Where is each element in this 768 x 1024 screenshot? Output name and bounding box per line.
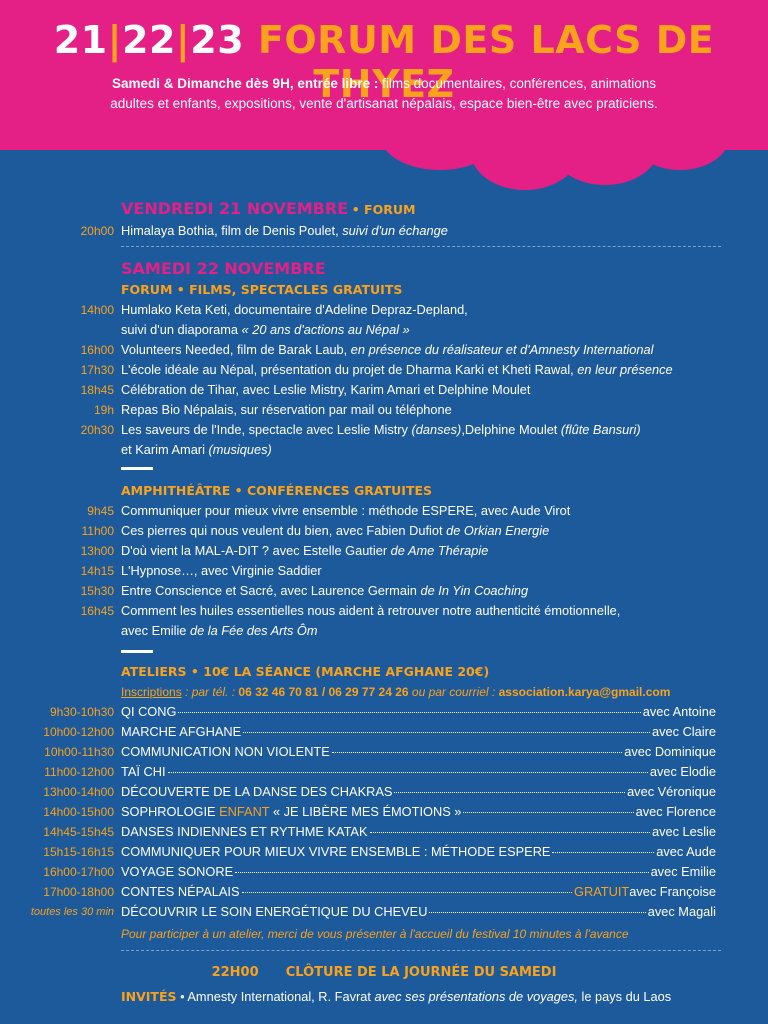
event-text	[121, 521, 549, 541]
atelier-time: 14h00-15h00	[43, 805, 114, 819]
event-detail: suivi d'un diaporama	[121, 322, 242, 337]
atelier-title	[121, 802, 461, 822]
event-time: 11h00	[81, 524, 114, 538]
divider	[121, 950, 721, 951]
event-italic: suivi d'un échange	[342, 223, 448, 238]
event-text	[121, 300, 468, 320]
event-italic: de In Yin Coaching	[420, 583, 529, 598]
dotted-leader	[178, 712, 640, 713]
event-detail: avec Aude Virot	[477, 503, 571, 518]
note-text: Pour participer à un atelier, merci de vous présenter à l'accueil du festival 10 minutes à l'avance	[121, 927, 629, 941]
friday-tag: • FORUM	[351, 202, 416, 217]
phone-numbers[interactable]: 06 32 46 70 81 / 06 29 77 24 26	[238, 685, 409, 699]
event-text	[121, 340, 653, 360]
event-text	[121, 601, 620, 621]
subtitle-rest: films documentaires, conférences, animations	[378, 76, 656, 91]
atelier-row	[121, 802, 716, 822]
event-italic: de Orkian Energie	[446, 523, 550, 538]
amphi-title: AMPHITHÉÂTRE • CONFÉRENCES GRATUITES	[121, 483, 433, 498]
atelier-row	[121, 862, 716, 882]
event-title: L'école idéale au Népal,	[121, 362, 258, 377]
event-title: Les saveurs de l'Inde,	[121, 422, 246, 437]
dotted-leader	[243, 732, 650, 733]
atelier-row	[121, 762, 716, 782]
event-time: 9h45	[87, 504, 114, 518]
atelier-name: DÉCOUVERTE DE LA DANSE DES CHAKRAS	[121, 784, 393, 799]
atelier-name: DANSES INDIENNES ET RYTHME KATAK	[121, 824, 368, 839]
event-text	[121, 440, 272, 460]
invites-label: INVITÉS	[121, 989, 177, 1004]
atelier-name: COMMUNIQUER POUR MIEUX VIVRE ENSEMBLE : MÉTHODE ESPERE	[121, 844, 551, 859]
event-detail: avec Leslie Mistry, Karim Amari et Delphine Moulet	[239, 382, 531, 397]
event-text	[121, 501, 570, 521]
atelier-title	[121, 742, 330, 762]
event-detail: film de Barak Laub,	[233, 342, 351, 357]
atelier-row	[121, 722, 716, 742]
atelier-row	[121, 882, 716, 902]
atelier-time: 10h00-11h30	[44, 745, 114, 759]
event-detail: et Karim Amari	[121, 442, 209, 457]
atelier-row	[121, 742, 716, 762]
event-text	[121, 400, 452, 420]
closing-line	[0, 962, 768, 983]
event-text	[121, 380, 530, 400]
event-text	[121, 320, 410, 340]
atelier-host: avec Antoine	[642, 704, 716, 719]
inscriptions-mid: : par tél. :	[181, 685, 239, 699]
inscriptions-or: ou par courriel :	[408, 685, 499, 699]
saturday-title: SAMEDI 22 NOVEMBRE	[121, 259, 326, 278]
event-detail: avec Laurence Germain	[276, 583, 421, 598]
event-title: Ces pierres qui nous veulent du bien,	[121, 523, 333, 538]
atelier-host: avec Magali	[647, 904, 716, 919]
event-title: L'Hypnose…,	[121, 563, 198, 578]
event-title: Repas Bio Népalais,	[121, 402, 237, 417]
page-title: 21|22|23 FORUM DES LACS DE THYEZ	[53, 18, 715, 106]
date-22: 22	[122, 18, 176, 62]
atelier-time: 9h30-10h30	[49, 705, 114, 719]
divider-bar	[121, 467, 153, 470]
event-detail: documentaire d'Adeline Depraz-Depland,	[230, 302, 468, 317]
dotted-leader	[168, 772, 648, 773]
event-italic: de Ame Thérapie	[390, 543, 489, 558]
subtitle-line2: adultes et enfants, expositions, vente d'artisanat népalais, espace bien-être avec praticiens.	[110, 96, 658, 111]
forum-name: FORUM DES LACS DE THYEZ	[257, 18, 715, 106]
ateliers-title: ATELIERS • 10€ LA SÉANCE (MARCHE AFGHANE 20€)	[121, 664, 490, 679]
atelier-title	[121, 822, 368, 842]
dotted-leader	[429, 912, 645, 913]
atelier-name: CONTES NÉPALAIS	[121, 884, 240, 899]
divider	[121, 246, 721, 247]
saturday-sub: FORUM • FILMS, SPECTACLES GRATUITS	[121, 282, 403, 297]
event-detail: avec Virginie Saddier	[197, 563, 322, 578]
event-title: Comment les huiles essentielles nous aident à retrouver notre authenticité émotionnelle,	[121, 603, 621, 618]
atelier-name: MARCHE AFGHANE	[121, 724, 242, 739]
invites-italic: avec ses présentations de voyages,	[374, 989, 578, 1004]
atelier-name-2: « JE LIBÈRE MES ÉMOTIONS »	[269, 804, 462, 819]
atelier-title	[121, 882, 240, 902]
friday-title: VENDREDI 21 NOVEMBRE	[121, 199, 349, 218]
date-21: 21	[53, 18, 108, 62]
event-text	[121, 541, 488, 561]
closing-text: CLÔTURE DE LA JOURNÉE DU SAMEDI	[285, 965, 557, 980]
event-text	[121, 581, 528, 601]
event-title: Célébration de Tihar,	[121, 382, 240, 397]
atelier-time: 14h45-15h45	[43, 825, 114, 839]
event-title: Volunteers Needed,	[121, 342, 234, 357]
event-title: D'où vient la MAL-A-DIT ?	[121, 543, 270, 558]
atelier-title	[121, 762, 166, 782]
event-italic-2: (flûte Bansuri)	[560, 422, 641, 437]
atelier-tag: ENFANT	[219, 804, 270, 819]
atelier-host: avec Emilie	[650, 864, 716, 879]
atelier-row	[121, 822, 716, 842]
event-title: Communiquer pour mieux vivre ensemble : méthode ESPERE,	[121, 503, 478, 518]
atelier-host: avec Claire	[651, 724, 716, 739]
event-italic: en leur présence	[577, 362, 673, 377]
event-detail: avec Fabien Dufiot	[332, 523, 447, 538]
event-detail: avec Emilie	[121, 623, 190, 638]
atelier-title	[121, 862, 233, 882]
event-italic: « 20 ans d'actions au Népal »	[241, 322, 410, 337]
event-title: Himalaya Bothia,	[121, 223, 218, 238]
event-detail: film de Denis Poulet,	[217, 223, 343, 238]
atelier-host: avec Véronique	[627, 784, 716, 799]
atelier-host: avec Elodie	[649, 764, 716, 779]
event-time: 14h15	[80, 564, 114, 578]
event-time: 13h00	[80, 544, 114, 558]
atelier-row	[121, 782, 716, 802]
event-text	[121, 360, 673, 380]
atelier-row	[121, 902, 716, 922]
event-time: 17h30	[80, 363, 114, 377]
atelier-title	[121, 722, 241, 742]
atelier-time: 16h00-17h00	[43, 865, 114, 879]
atelier-name: VOYAGE SONORE	[121, 864, 234, 879]
event-title: Humlako Keta Keti,	[121, 302, 231, 317]
atelier-time: 11h00-12h00	[44, 765, 114, 779]
atelier-host: avec Aude	[656, 844, 716, 859]
atelier-host: avec Dominique	[624, 744, 716, 759]
atelier-host: avec Florence	[635, 804, 716, 819]
invites-a: • Amnesty International, R. Favrat	[176, 989, 375, 1004]
atelier-time: 17h00-18h00	[43, 885, 114, 899]
subtitle-bold: Samedi & Dimanche dès 9H, entrée libre :	[112, 76, 379, 91]
atelier-row	[121, 842, 716, 862]
atelier-name: SOPHROLOGIE	[121, 804, 220, 819]
date-23: 23	[190, 18, 245, 62]
dotted-leader	[394, 792, 625, 793]
atelier-title	[121, 902, 427, 922]
event-text	[121, 420, 641, 440]
event-italic: de la Fée des Arts Ôm	[189, 623, 318, 638]
event-italic: (danses)	[411, 422, 462, 437]
divider-bar	[121, 650, 153, 653]
atelier-time: 13h00-14h00	[43, 785, 114, 799]
atelier-time: 10h00-12h00	[43, 725, 114, 739]
atelier-host: avec Leslie	[651, 824, 716, 839]
email-link[interactable]: association.karya@gmail.com	[498, 685, 671, 699]
event-time: 16h45	[80, 604, 114, 618]
atelier-title	[121, 782, 392, 802]
event-time: 15h30	[80, 584, 114, 598]
event-time: 14h00	[80, 303, 114, 317]
event-detail: présentation du projet de Dharma Karki et Kheti Rawal,	[257, 362, 578, 377]
atelier-time: 15h15-16h15	[43, 845, 114, 859]
dotted-leader	[370, 832, 650, 833]
event-text	[121, 561, 322, 581]
event-time: 20h00	[80, 224, 114, 238]
dotted-leader	[235, 872, 648, 873]
atelier-title	[121, 842, 550, 862]
event-time: 20h30	[80, 423, 114, 437]
atelier-name: DÉCOUVRIR LE SOIN ENERGÉTIQUE DU CHEVEU	[121, 904, 428, 919]
atelier-time: toutes les 30 min	[30, 906, 114, 918]
event-detail: avec Estelle Gautier	[269, 543, 391, 558]
atelier-host: avec Françoise	[629, 884, 716, 899]
event-detail: spectacle avec Leslie Mistry	[245, 422, 412, 437]
atelier-name: TAÏ CHI	[121, 764, 166, 779]
dotted-leader	[242, 892, 572, 893]
event-title: Entre Conscience et Sacré,	[121, 583, 277, 598]
event-italic: (musiques)	[208, 442, 272, 457]
event-time: 16h00	[80, 343, 114, 357]
header-subtitle	[20, 74, 748, 114]
inscriptions-label: Inscriptions	[121, 685, 182, 699]
event-time: 19h	[93, 403, 114, 417]
event-time: 18h45	[80, 383, 114, 397]
dotted-leader	[332, 752, 622, 753]
atelier-title	[121, 702, 176, 722]
atelier-name: QI CONG	[121, 704, 177, 719]
event-text	[121, 621, 318, 641]
invites-b: le pays du Laos	[577, 989, 672, 1004]
event-detail-2: ,Delphine Moulet	[461, 422, 561, 437]
closing-time: 22H00	[211, 965, 259, 980]
atelier-extra: GRATUIT	[574, 884, 630, 899]
event-italic: en présence du réalisateur et d'Amnesty International	[350, 342, 654, 357]
dotted-leader	[552, 852, 654, 853]
event-detail: sur réservation par mail ou téléphone	[236, 402, 452, 417]
dotted-leader	[463, 812, 633, 813]
atelier-name: COMMUNICATION NON VIOLENTE	[121, 744, 330, 759]
atelier-row	[121, 702, 716, 722]
